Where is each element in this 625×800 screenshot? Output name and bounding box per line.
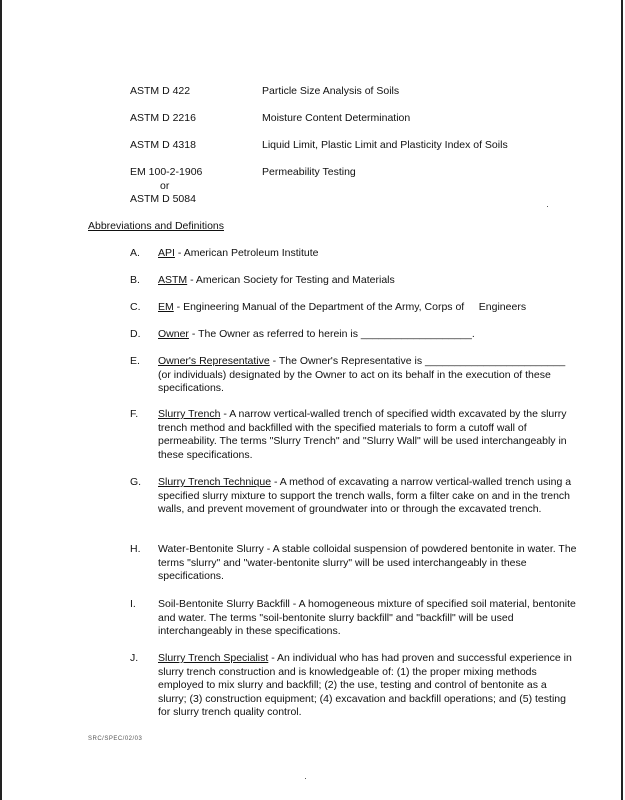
definition-text: - A stable colloidal suspension of powdered bentonite in water. The terms "slurry" and "water-bentonite slurry" will be used interchangeably in these specifications. <box>158 543 577 582</box>
definition-body <box>158 274 578 288</box>
definition-term: Slurry Trench <box>158 408 221 420</box>
definition-term: Slurry Trench Technique <box>158 476 272 488</box>
standard-title: Permeability Testing <box>262 166 356 178</box>
scan-speck <box>305 778 306 779</box>
definition-body <box>158 543 578 584</box>
definition-body <box>158 247 578 261</box>
definition-letter: D. <box>130 328 141 340</box>
definition-body <box>158 598 578 639</box>
scan-border-left <box>0 0 2 800</box>
section-heading: Abbreviations and Definitions <box>88 220 224 232</box>
definition-letter: I. <box>130 598 136 610</box>
definition-term: EM <box>158 301 174 313</box>
definition-term: Owner's Representative <box>158 355 270 367</box>
definition-body <box>158 355 578 396</box>
standard-code-alt: ASTM D 5084 <box>130 193 196 205</box>
definition-letter: E. <box>130 355 140 367</box>
standard-code: EM 100-2-1906 <box>130 166 203 178</box>
standard-title: Moisture Content Determination <box>262 112 411 124</box>
definition-letter: F. <box>130 408 139 420</box>
definition-text: - An individual who has had proven and successful experience in slurry trench construction and is knowledgeable of: (1) the proper mixing methods employed to mix slurry and backfill; (2) the use, testing and control of bentonite as a slurry; (3) construction equipment; (4) excavation and backfill operations; and (5) testing for slurry trench quality control. <box>158 652 572 718</box>
standard-code: ASTM D 2216 <box>130 112 196 124</box>
definition-text: - A homogeneous mixture of specified soil material, bentonite and water. The terms "soil-bentonite slurry backfill" and "backfill" will be used interchangeably in these specifications. <box>158 598 576 637</box>
definition-term: ASTM <box>158 274 188 286</box>
definition-letter: J. <box>130 652 139 664</box>
definition-body <box>158 476 578 517</box>
definition-body <box>158 328 578 342</box>
definition-term: Water-Bentonite Slurry <box>158 543 264 555</box>
scan-speck <box>547 206 548 207</box>
definition-text: - A method of excavating a narrow vertical-walled trench using a specified slurry mixture to support the trench walls, form a filter cake on and in the trench walls, and prevent movement of groundwater into or through the excavated trench. <box>158 476 572 515</box>
definition-body <box>158 301 578 315</box>
definition-body <box>158 652 578 720</box>
definition-text: - Engineering Manual of the Department of the Army, Corps of Engineers <box>173 301 527 313</box>
definition-term: API <box>158 247 175 259</box>
definition-text: - American Petroleum Institute <box>174 247 319 259</box>
definition-term: Soil-Bentonite Slurry Backfill <box>158 598 290 610</box>
definition-letter: H. <box>130 543 141 555</box>
definition-letter: G. <box>130 476 142 488</box>
footer-code: SRC/SPEC/02/03 <box>88 736 143 742</box>
definition-letter: C. <box>130 301 141 313</box>
definition-text: - The Owner's Representative is ________________________ (or individuals) designated by the Owner to act on its behalf in the execution of these specifications. <box>158 355 566 394</box>
definition-term: Owner <box>158 328 189 340</box>
definition-text: - A narrow vertical-walled trench of specified width excavated by the slurry trench method and backfilled with the specified materials to form a cutoff wall of permeability. The terms "Slurry Trench" and "Slurry Wall" will be used interchangeably in these specifications. <box>158 408 567 461</box>
standard-code: ASTM D 4318 <box>130 139 196 151</box>
standard-code-or: or <box>160 180 170 192</box>
definition-body <box>158 408 578 462</box>
definition-text: - The Owner as referred to herein is ___________________. <box>188 328 475 340</box>
standard-title: Liquid Limit, Plastic Limit and Plasticity Index of Soils <box>262 139 508 151</box>
standard-code: ASTM D 422 <box>130 85 191 97</box>
definition-letter: B. <box>130 274 140 286</box>
definition-letter: A. <box>130 247 140 259</box>
definition-text: - American Society for Testing and Materials <box>187 274 395 286</box>
scan-border-right <box>621 0 623 800</box>
definition-term: Slurry Trench Specialist <box>158 652 269 664</box>
standard-title: Particle Size Analysis of Soils <box>262 85 400 97</box>
